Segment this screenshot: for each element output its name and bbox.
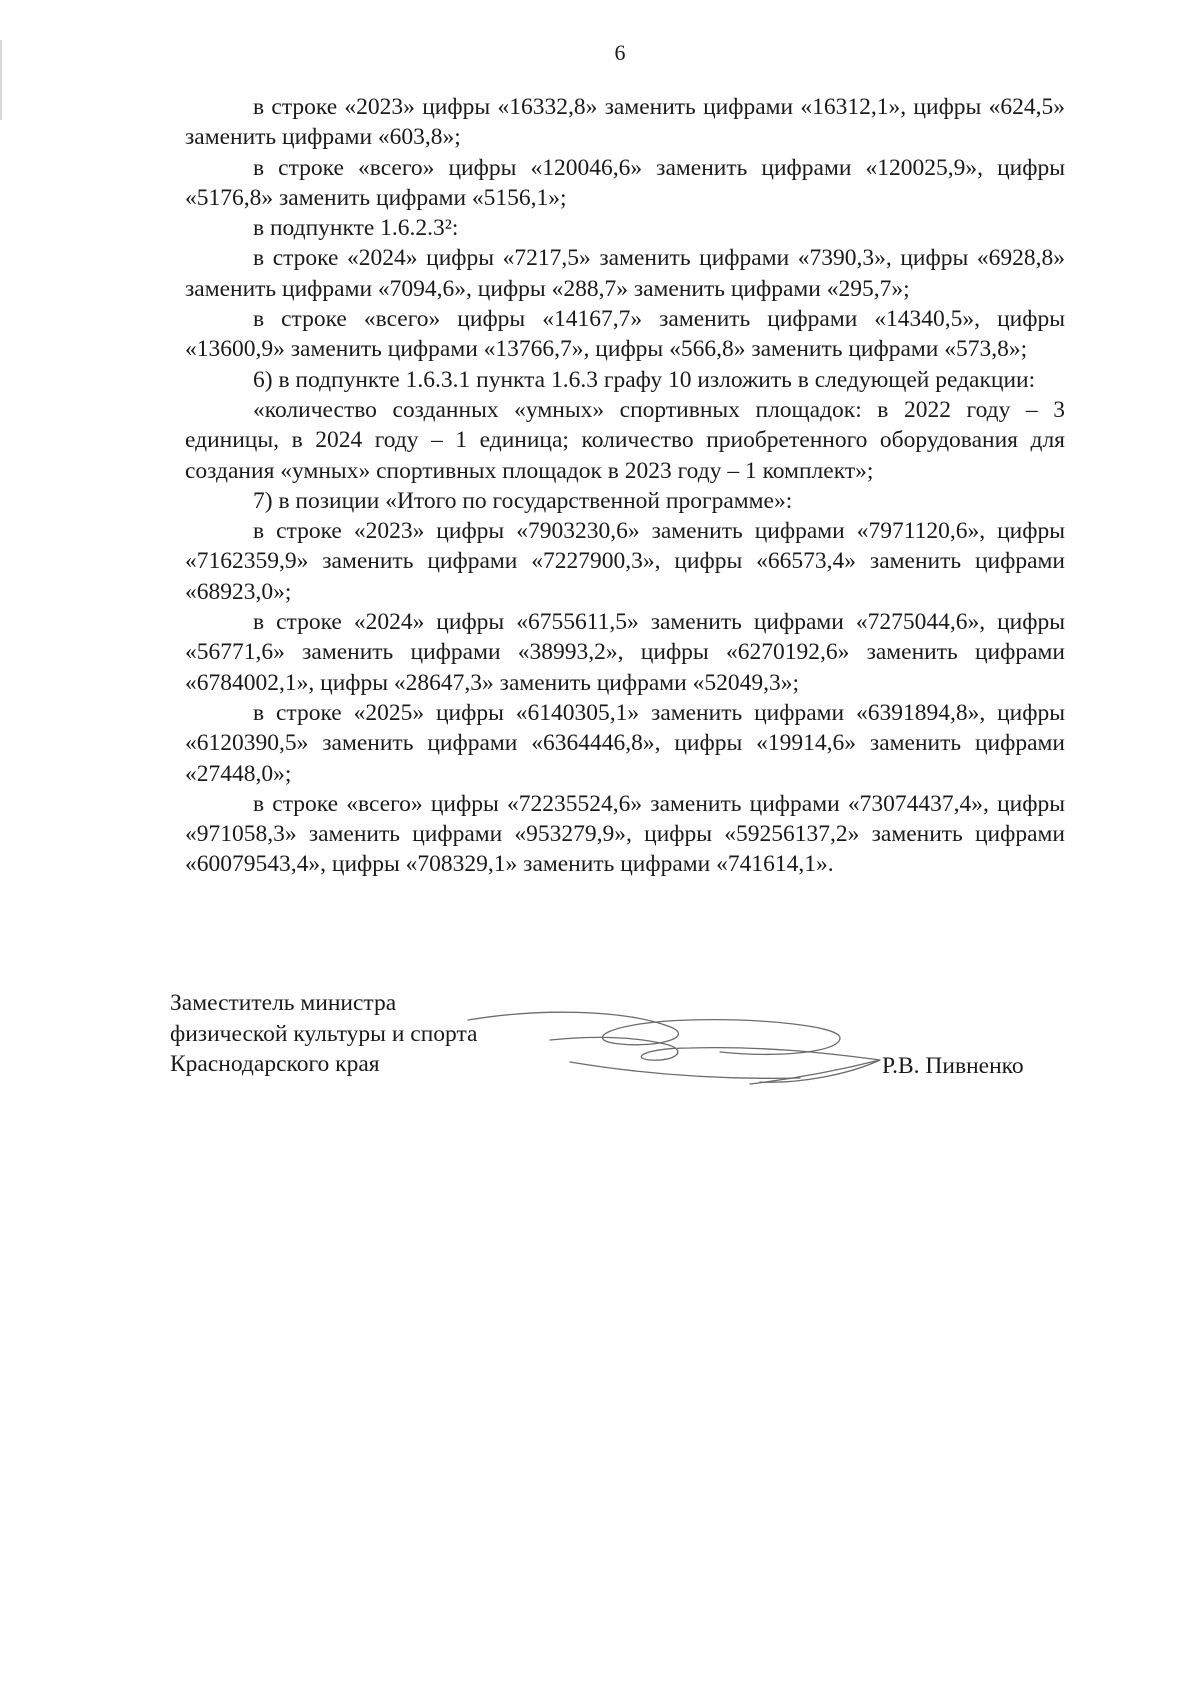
paragraph: 6) в подпункте 1.6.3.1 пункта 1.6.3 графу 10 изложить в следующей редакции: bbox=[253, 366, 1036, 393]
paragraph: в подпункте 1.6.2.3²: bbox=[253, 215, 459, 242]
signer-name: Р.В. Пивненко bbox=[882, 1053, 1024, 1079]
page-number: 6 bbox=[614, 40, 626, 65]
paragraph: в строке «всего» цифры «120046,6» заменить цифрами «120025,9», цифры «5176,8» заменить цифрами «5156,1»; bbox=[185, 154, 1065, 211]
paragraph: 7) в позиции «Итого по государственной программе»: bbox=[253, 487, 793, 514]
paragraph: в строке «2025» цифры «6140305,1» заменить цифрами «6391894,8», цифры «6120390,5» заменить цифрами «6364446,8», цифры «19914,6» заменить цифрами «27448,0»; bbox=[185, 699, 1065, 787]
signer-position-line: Заместитель министра bbox=[170, 990, 397, 1016]
paragraph: в строке «всего» цифры «14167,7» заменить цифрами «14340,5», цифры «13600,9» заменить цифрами «13766,7», цифры «566,8» заменить цифрами «573,8»; bbox=[185, 306, 1065, 363]
paragraph: в строке «2024» цифры «7217,5» заменить цифрами «7390,3», цифры «6928,8» заменить цифрами «7094,6», цифры «288,7» заменить цифрами «295,7»; bbox=[185, 245, 1065, 302]
paragraph: в строке «2023» цифры «16332,8» заменить цифрами «16312,1», цифры «624,5» заменить цифрами «603,8»; bbox=[185, 94, 1065, 151]
signer-position-line: Краснодарского края bbox=[170, 1051, 380, 1077]
paragraph: «количество созданных «умных» спортивных площадок: в 2022 году – 3 единицы, в 2024 году – 1 единица; количество приобретенного оборудования для создания «умных» спортивных площадок в 2023 году – 1 комплект»; bbox=[185, 396, 1065, 484]
document-body bbox=[185, 92, 1065, 880]
paragraph: в строке «всего» цифры «72235524,6» заменить цифрами «73074437,4», цифры «971058,3» заменить цифрами «953279,9», цифры «59256137,2» заменить цифрами «60079543,4», цифры «708329,1» заменить цифрами «741614,1». bbox=[185, 790, 1065, 878]
paragraph: в строке «2024» цифры «6755611,5» заменить цифрами «7275044,6», цифры «56771,6» заменить цифрами «38993,2», цифры «6270192,6» заменить цифрами «6784002,1», цифры «28647,3» заменить цифрами «52049,3»; bbox=[185, 609, 1065, 696]
signer-position bbox=[170, 988, 477, 1080]
handwritten-signature bbox=[460, 1000, 890, 1095]
signer-position-line: физической культуры и спорта bbox=[170, 1020, 478, 1047]
paragraph: в строке «2023» цифры «7903230,6» заменить цифрами «7971120,6», цифры «7162359,9» заменить цифрами «7227900,3», цифры «66573,4» заменить цифрами «68923,0»; bbox=[185, 518, 1065, 605]
